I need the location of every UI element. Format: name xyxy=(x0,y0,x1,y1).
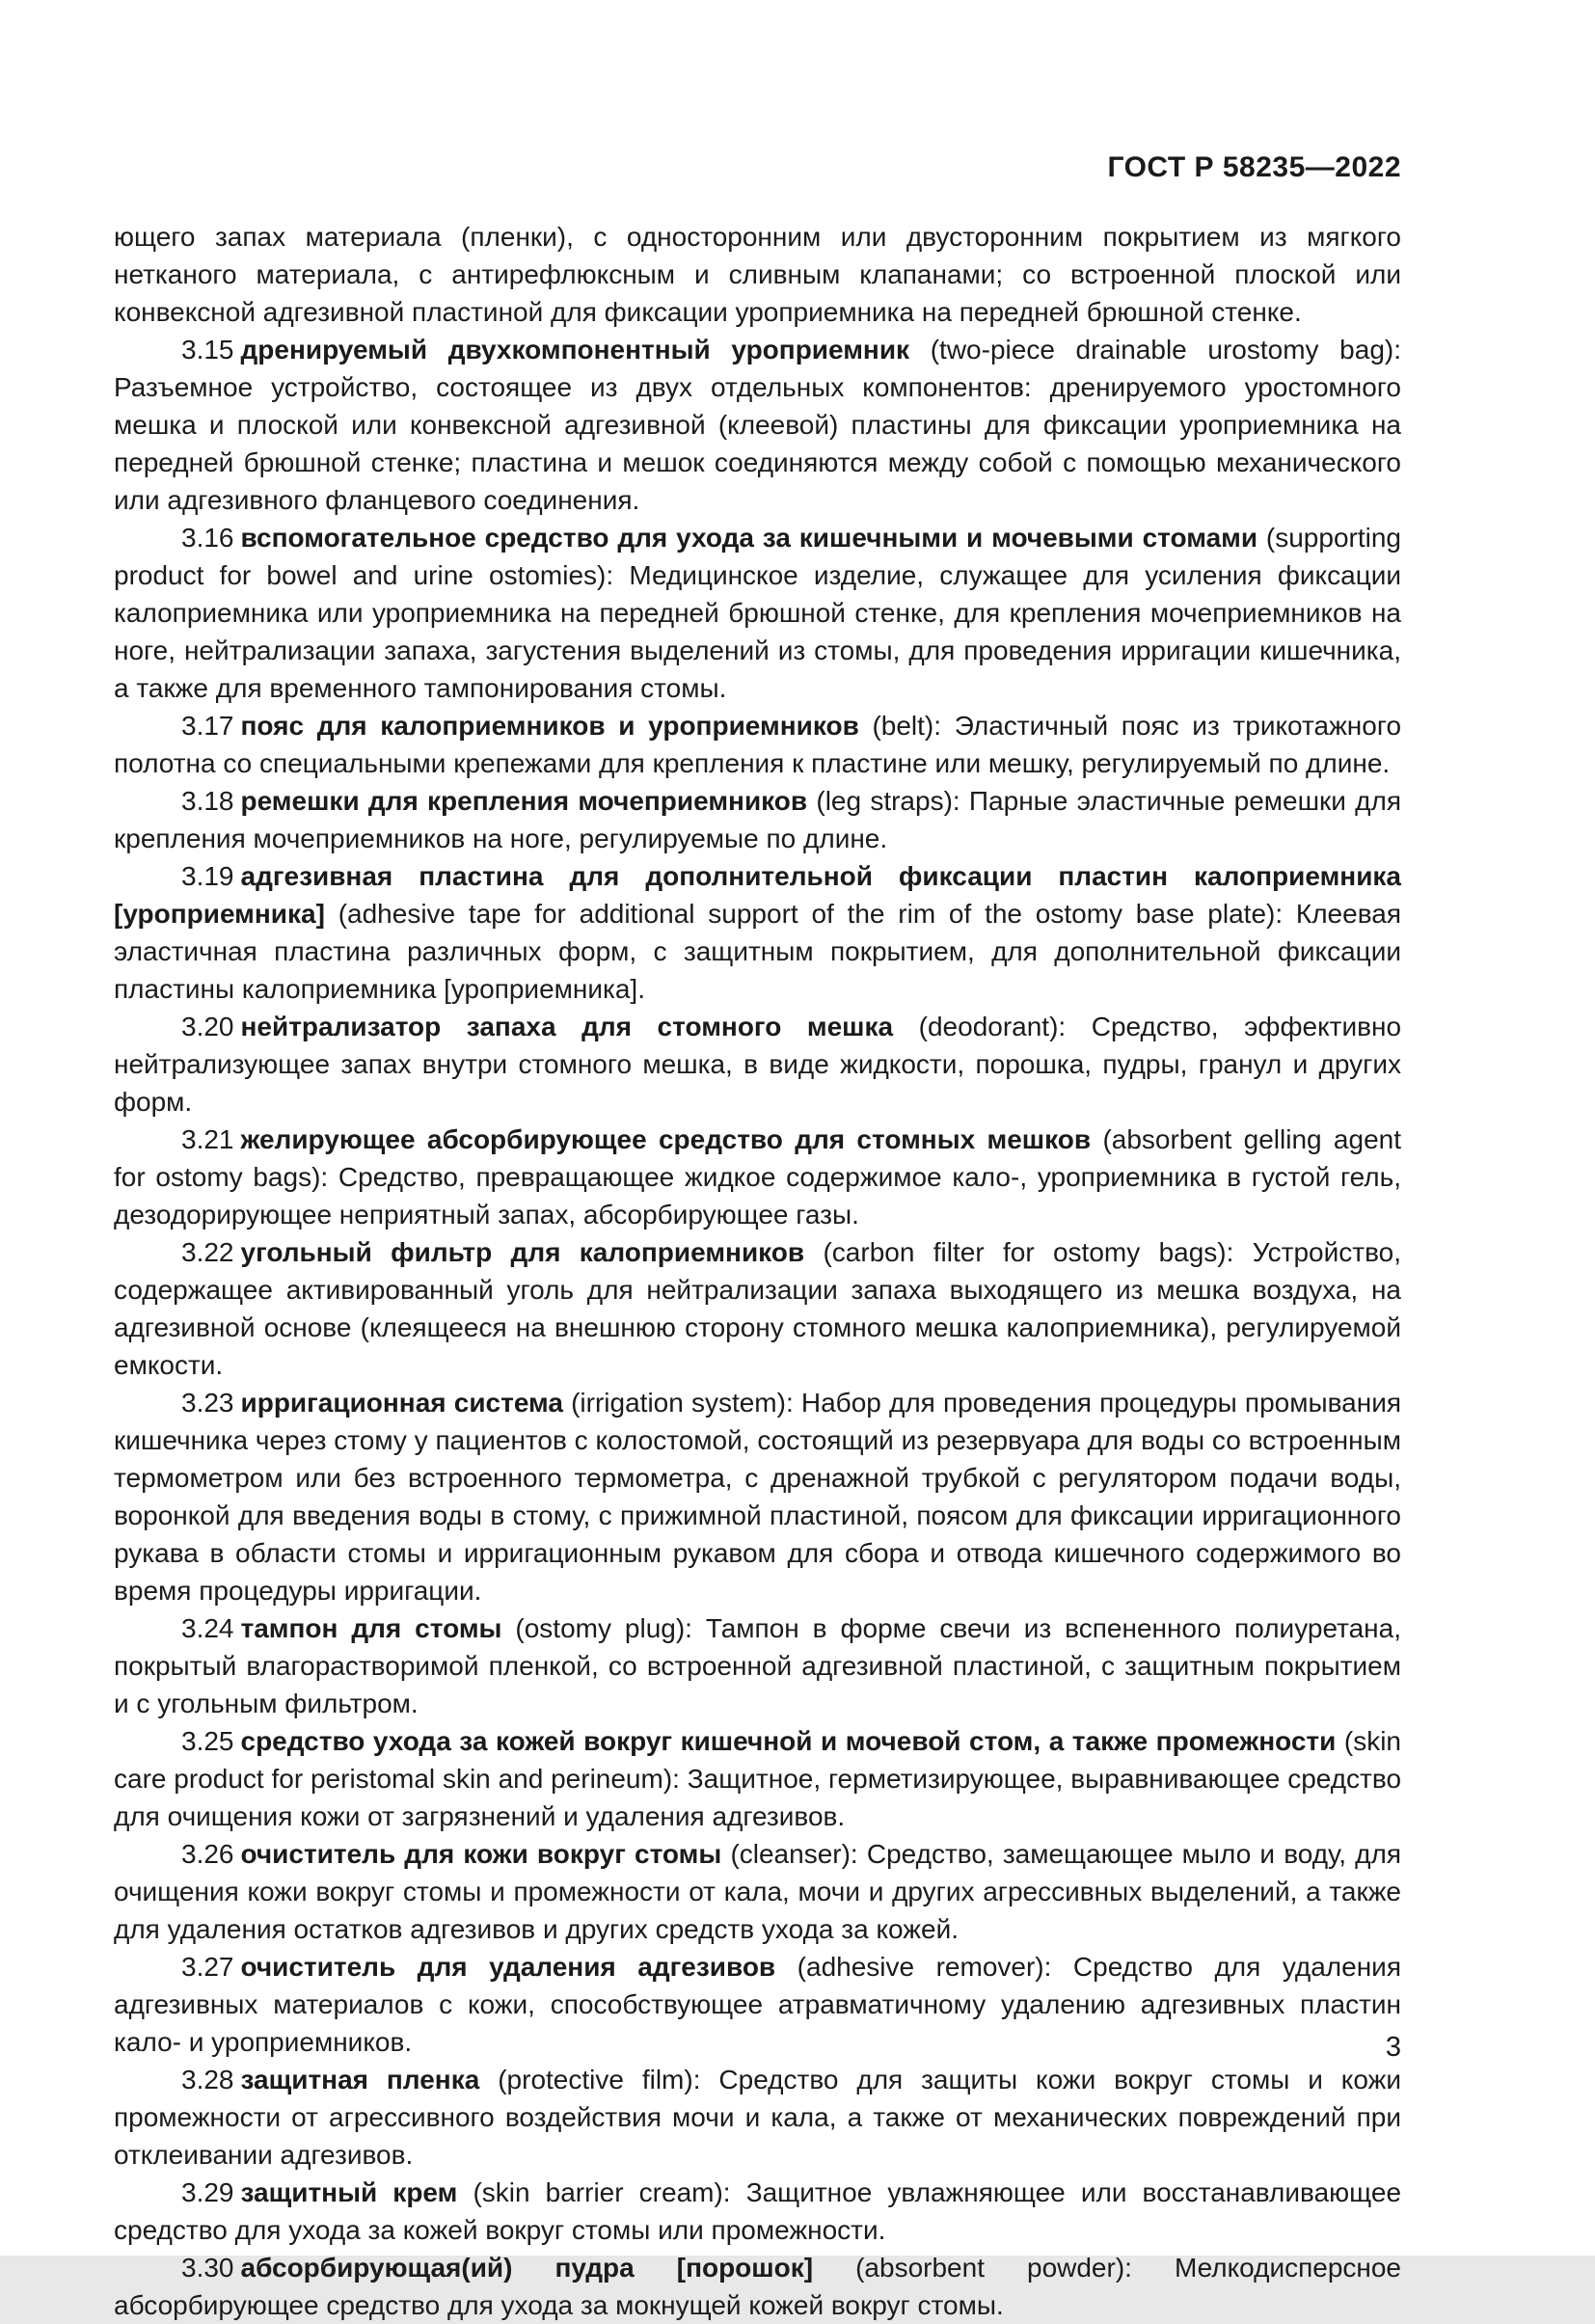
lead-paragraph: ющего запах материала (пленки), с односторонним или двусторонним покрытием из мягкого нетканого материала, с антирефлюксным и сливным клапанами; со встроенной плоской или конвексной адгезивной пластиной для фиксации уроприемника на передней брюшной стенке. xyxy=(114,222,1401,327)
term-title: дренируемый двухкомпонентный уроприемник xyxy=(240,335,910,365)
term-number: 3.18 xyxy=(181,786,234,816)
term-english: (belt): xyxy=(872,711,942,741)
term-number: 3.29 xyxy=(181,2177,234,2207)
term-title: очиститель для кожи вокруг стомы xyxy=(240,1839,722,1869)
term-english: (leg straps): xyxy=(816,786,960,816)
term-paragraph-3-17 xyxy=(114,707,1401,782)
term-definition: Средство, замещающее мыло и воду, для очищения кожи вокруг стомы и промежности от кала, мочи и других агрессивных выделений, а также для удаления остатков адгезивов и других средств ухода за кожей. xyxy=(114,1839,1402,1944)
term-definition: Средство для защиты кожи вокруг стомы и кожи промежности от агрессивного воздействия мочи и кала, а также от механических повреждений при отклеивании адгезивов. xyxy=(114,2065,1401,2170)
term-title: защитный крем xyxy=(240,2177,458,2207)
term-number: 3.27 xyxy=(181,1952,234,1982)
term-english: (cleanser): xyxy=(730,1839,858,1869)
term-title: абсорбирующая(ий) пудра [порошок] xyxy=(240,2253,814,2283)
term-title: желирующее абсорбирующее средство для стомных мешков xyxy=(240,1124,1092,1154)
term-english: (absorbent gelling agent for ostomy bags): xyxy=(114,1124,1401,1192)
term-title: пояс для калоприемников и уроприемников xyxy=(240,711,859,741)
term-number: 3.16 xyxy=(181,523,234,553)
term-number: 3.20 xyxy=(181,1012,234,1041)
term-english: (skin barrier cream): xyxy=(473,2177,731,2207)
term-definition: Разъемное устройство, состоящее из двух отдельных компонентов: дренируемого уростомного мешка и плоской или конвексной адгезивной (клеевой) пластины для фиксации уроприемника на передней брюшной стенке; пластина и мешок соединяются между собой с помощью механического или адгезивного фланцевого соединения. xyxy=(114,372,1401,515)
term-title: адгезивная пластина для дополнительной фиксации пластин калоприемника [уроприемника] xyxy=(114,861,1401,929)
term-number: 3.24 xyxy=(181,1613,234,1643)
term-definition: Эластичный пояс из трикотажного полотна со специальными крепежами для крепления к пластине или мешку, регулируемый по длине. xyxy=(114,711,1402,778)
term-english: (deodorant): xyxy=(918,1012,1067,1041)
term-paragraph-3-20 xyxy=(114,1008,1401,1121)
term-number: 3.19 xyxy=(181,861,234,891)
term-paragraph-3-15 xyxy=(114,331,1401,519)
term-definition: Тампон в форме свечи из вспененного полиуретана, покрытый влагорастворимой пленкой, со встроенной адгезивной пластиной, с защитным покрытием и с угольным фильтром. xyxy=(114,1613,1401,1718)
term-paragraph-3-25 xyxy=(114,1722,1401,1835)
term-number: 3.23 xyxy=(181,1388,234,1418)
term-paragraph-3-27 xyxy=(114,1948,1401,2061)
page-number: 3 xyxy=(1385,2032,1401,2063)
term-definition: Медицинское изделие, служащее для усиления фиксации калоприемника или уроприемника на передней брюшной стенке, для крепления мочеприемников на ноге, нейтрализации запаха, загустения выделений из стомы, для проведения ирригации кишечника, а также для временного тампонирования стомы. xyxy=(114,560,1402,703)
term-number: 3.28 xyxy=(181,2065,234,2094)
term-definition: Средство для удаления адгезивных материалов с кожи, способствующее атравматичному удалению адгезивных пластин кало- и уроприемников. xyxy=(114,1952,1401,2057)
term-english: (irrigation system): xyxy=(571,1388,794,1418)
term-definition: Парные эластичные ремешки для крепления мочеприемников на ноге, регулируемые по длине. xyxy=(114,786,1402,853)
term-definition: Набор для проведения процедуры промывания кишечника через стому у пациентов с колостомой, состоящий из резервуара для воды со встроенным термометром или без встроенного термометра, с дренажной трубкой с регулятором подачи воды, воронкой для введения воды в стому, с прижимной пластиной, поясом для фиксации ирригационного рукава в области стомы и ирригационным рукавом для сбора и отвода кишечного содержимого во время процедуры ирригации. xyxy=(114,1388,1402,1606)
term-english: (absorbent powder): xyxy=(855,2253,1132,2283)
term-paragraph-3-16 xyxy=(114,519,1401,707)
term-definition: Защитное, герметизирующее, выравнивающее средство для очищения кожи от загрязнений и удаления адгезивов. xyxy=(114,1764,1402,1831)
term-number: 3.17 xyxy=(181,711,234,741)
term-paragraph-3-28 xyxy=(114,2061,1401,2174)
term-english: (carbon filter for ostomy bags): xyxy=(823,1237,1234,1267)
document-header: ГОСТ Р 58235—2022 xyxy=(1107,151,1401,183)
term-english: (two-piece drainable urostomy bag): xyxy=(930,335,1401,365)
term-number: 3.22 xyxy=(181,1237,234,1267)
term-title: нейтрализатор запаха для стомного мешка xyxy=(240,1012,894,1041)
term-number: 3.15 xyxy=(181,335,234,365)
term-english: (adhesive remover): xyxy=(797,1952,1052,1982)
term-english: (skin care product for peristomal skin and perineum): xyxy=(114,1726,1401,1794)
term-title: ирригационная система xyxy=(240,1388,563,1418)
term-definition: Средство, эффективно нейтрализующее запах внутри стомного мешка, в виде жидкости, порошка, пудры, гранул и других форм. xyxy=(114,1012,1402,1117)
term-title: ремешки для крепления мочеприемников xyxy=(240,786,808,816)
term-title: очиститель для удаления адгезивов xyxy=(240,1952,776,1982)
term-paragraph-3-18 xyxy=(114,782,1401,857)
term-definition: Клеевая эластичная пластина различных форм, с защитным покрытием, для дополнительной фиксации пластины калоприемника [уроприемника]. xyxy=(114,899,1401,1004)
term-number: 3.30 xyxy=(181,2253,234,2283)
term-title: тампон для стомы xyxy=(240,1613,502,1643)
term-english: (supporting product for bowel and urine ostomies): xyxy=(114,523,1401,590)
term-paragraph-3-19 xyxy=(114,857,1401,1008)
term-definition: Устройство, содержащее активированный уголь для нейтрализации запаха выходящего из мешка воздуха, на адгезивной основе (клеящееся на внешнюю сторону стомного мешка калоприемника), регулируемой емкости. xyxy=(114,1237,1402,1380)
term-english: (protective film): xyxy=(498,2065,701,2094)
term-definition: Мелкодисперсное абсорбирующее средство для ухода за мокнущей кожей вокруг стомы. xyxy=(114,2253,1402,2320)
term-definition: Средство, превращающее жидкое содержимое кало-, уроприемника в густой гель, дезодорирующее неприятный запах, абсорбирующее газы. xyxy=(114,1162,1401,1230)
term-number: 3.26 xyxy=(181,1839,234,1869)
term-paragraph-3-26 xyxy=(114,1835,1401,1948)
term-paragraph-3-30 xyxy=(114,2249,1401,2324)
term-title: угольный фильтр для калоприемников xyxy=(240,1237,805,1267)
term-paragraph-3-24 xyxy=(114,1609,1401,1722)
term-definition: Защитное увлажняющее или восстанавливающее средство для ухода за кожей вокруг стомы или промежности. xyxy=(114,2177,1402,2245)
term-english: (adhesive tape for additional support of the rim of the ostomy base plate): xyxy=(338,899,1284,929)
term-paragraph-3-22 xyxy=(114,1233,1401,1384)
term-number: 3.25 xyxy=(181,1726,234,1756)
term-number: 3.21 xyxy=(181,1124,234,1154)
document-body xyxy=(114,218,1401,2324)
term-paragraph-3-21 xyxy=(114,1121,1401,1233)
term-title: средство ухода за кожей вокруг кишечной и мочевой стом, а также промежности xyxy=(240,1726,1337,1756)
term-english: (ostomy plug): xyxy=(515,1613,692,1643)
term-title: вспомогательное средство для ухода за кишечными и мочевыми стомами xyxy=(240,523,1258,553)
term-paragraph-3-23 xyxy=(114,1384,1401,1609)
term-title: защитная пленка xyxy=(240,2065,480,2094)
term-paragraph-3-29 xyxy=(114,2174,1401,2249)
